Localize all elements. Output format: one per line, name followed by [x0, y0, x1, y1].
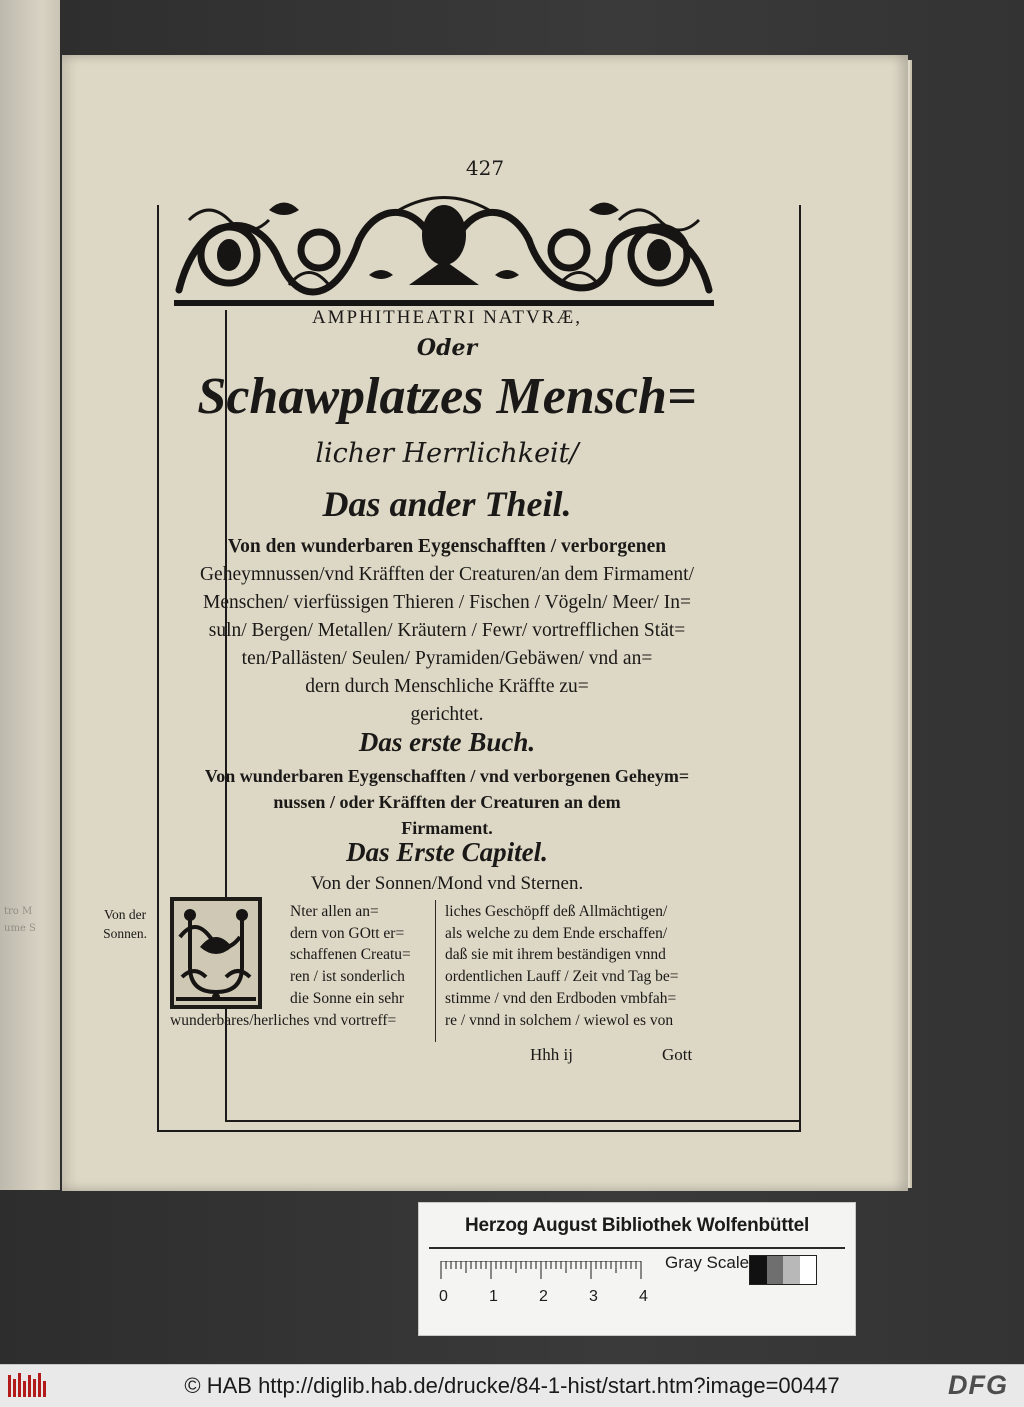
previous-page-edge	[0, 0, 60, 1190]
book-description-line: nussen / oder Kräfften der Creaturen an dem	[273, 792, 621, 812]
column-line: liches Geschöpff deß Allmächtigen/	[445, 903, 668, 920]
column-line: ordentlichen Lauff / Zeit vnd Tag be=	[445, 968, 679, 986]
footer-source-link[interactable]: © HAB http://diglib.hab.de/drucke/84-1-hist/start.htm?image=00447	[184, 1373, 840, 1398]
description-line: dern durch Menschliche Kräffte zu=	[305, 676, 589, 697]
ruler-label: 3	[589, 1288, 598, 1305]
page-number: 427	[465, 156, 505, 180]
book-description-line: Firmament.	[401, 818, 493, 838]
headpiece-ornament-icon	[169, 190, 719, 310]
description-line: Menschen/ vierfüssigen Thieren / Fischen / Vögeln/ Meer/ In=	[203, 592, 691, 613]
margin-note-line: Von der	[103, 907, 147, 922]
column-line: dern von GOtt er=	[290, 924, 405, 942]
margin-note	[92, 905, 158, 943]
gray-swatch	[750, 1256, 767, 1284]
column-line: ren / ist sonderlich	[290, 968, 405, 986]
column-line: schaffenen Creatu=	[290, 946, 411, 964]
gray-scale-swatches	[749, 1255, 817, 1285]
description-line: suln/ Bergen/ Metallen/ Kräutern / Fewr/ vortrefflichen Stät=	[208, 620, 686, 641]
column-line: stimme / vnd den Erdboden vmbfah=	[445, 989, 677, 1007]
column-divider	[435, 900, 436, 1042]
decorated-initial	[170, 897, 262, 1009]
part-title: Das ander Theil.	[322, 484, 572, 524]
part-description	[162, 533, 732, 729]
gray-scale-label: Gray Scale	[665, 1253, 750, 1272]
chapter-title: Das Erste Capitel.	[346, 837, 548, 867]
gray-swatch	[767, 1256, 784, 1284]
catchword: Gott	[662, 1045, 693, 1064]
text-column-right	[445, 901, 715, 1031]
ornamental-headpiece	[169, 190, 719, 310]
ruler-label: 0	[439, 1288, 448, 1305]
signature-mark: Hhh ij	[530, 1045, 573, 1064]
ruler-scale	[439, 1261, 659, 1305]
book-description-line: Von wunderbaren Eygenschafften / vnd verborgenen Geheym=	[204, 766, 690, 786]
footer-bar	[0, 1364, 1024, 1407]
column-line: als welche zu dem Ende erschaffen/	[445, 924, 668, 942]
gray-swatch	[783, 1256, 800, 1284]
initial-u-icon	[170, 897, 262, 1009]
ruler-label: 4	[639, 1288, 648, 1305]
title-oder: Oder	[416, 335, 478, 361]
chapter-subtitle: Von der Sonnen/Mond vnd Sternen.	[310, 873, 584, 894]
text-column-left	[290, 901, 430, 1010]
book-description	[162, 763, 732, 841]
description-line: ten/Pallästen/ Seulen/ Pyramiden/Gebäwen/ vnd an=	[241, 648, 653, 669]
color-target-card	[418, 1202, 856, 1336]
column-line: die Sonne ein sehr	[290, 989, 405, 1007]
main-title-continued: licher Herrlichkeit/	[315, 438, 579, 469]
book-title: Das erste Buch.	[358, 727, 536, 757]
ruler-label: 1	[489, 1288, 498, 1305]
ghost-text-2: ume S	[4, 923, 36, 934]
column-line: re / vnnd in solchem / wiewol es von	[445, 1011, 674, 1029]
main-title: Schawplatzes Mensch=	[197, 368, 697, 425]
description-line: Von den wunderbaren Eygenschafften / verborgenen	[227, 536, 667, 557]
library-name: Herzog August Bibliothek Wolfenbüttel	[464, 1215, 810, 1236]
book-page	[62, 55, 908, 1191]
ghost-text-1: tro M	[4, 906, 33, 917]
gray-swatch	[800, 1256, 817, 1284]
column-line: wunderbares/herliches vnd vortreff=	[170, 1012, 397, 1029]
text-column-left-bottom	[170, 1010, 436, 1032]
margin-note-line: Sonnen.	[103, 926, 147, 941]
column-line: daß sie mit ihrem beständigen vnnd	[445, 946, 666, 964]
description-line: gerichtet.	[410, 704, 484, 725]
title-latin: AMPHITHEATRI NATVRÆ,	[311, 307, 583, 328]
column-line: Nter allen an=	[290, 903, 379, 920]
dfg-logo[interactable]: DFG	[948, 1370, 1008, 1400]
ruler-label: 2	[539, 1288, 548, 1305]
target-divider	[429, 1247, 845, 1249]
description-line: Geheymnussen/vnd Kräfften der Creaturen/an dem Firmament/	[199, 564, 695, 585]
